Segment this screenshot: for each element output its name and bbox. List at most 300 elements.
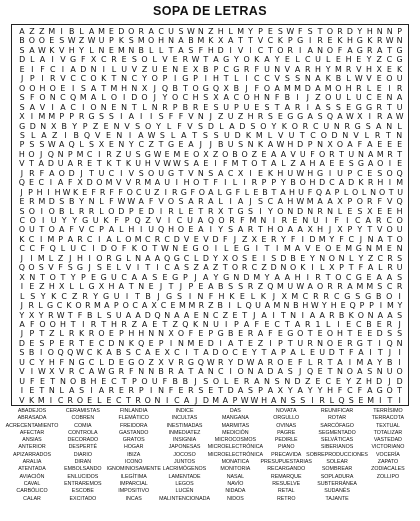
word-item: VOCERÍA [375, 451, 400, 458]
word-item: TEXTUAL [375, 422, 400, 429]
grid-row [17, 178, 405, 187]
grid-letter: R [243, 64, 250, 74]
grid-letter: T [116, 159, 122, 169]
grid-letter: R [367, 45, 373, 55]
grid-letter: D [309, 234, 316, 244]
grid-letter: I [20, 282, 24, 292]
grid-letter: E [198, 338, 204, 348]
grid-letter: T [121, 376, 127, 386]
grid-letter: U [243, 102, 250, 112]
word-item: LAMENTADE [168, 473, 201, 480]
grid-letter: M [76, 149, 84, 159]
grid-row [17, 244, 405, 253]
grid-letter: R [29, 197, 35, 207]
grid-letter: F [235, 187, 241, 197]
grid-letter: C [223, 64, 229, 74]
grid-letter: A [178, 45, 184, 55]
grid-letter: U [396, 102, 403, 112]
grid-letter: S [184, 263, 190, 273]
grid-letter: P [19, 140, 25, 150]
grid-letter: A [106, 348, 112, 358]
grid-row [17, 367, 405, 376]
grid-letter: D [86, 178, 93, 188]
grid-letter: A [148, 27, 154, 36]
grid-letter: D [18, 338, 25, 348]
grid-letter: E [238, 329, 244, 339]
grid-letter: B [158, 367, 164, 377]
grid-letter: B [366, 319, 372, 329]
grid-letter: O [346, 367, 354, 377]
grid-letter: R [88, 329, 95, 339]
grid-letter: O [326, 27, 334, 36]
grid-letter: I [47, 187, 50, 197]
word-item: IMPARCIAL [119, 480, 148, 487]
grid-letter: V [95, 130, 101, 140]
grid-letter: O [320, 130, 327, 140]
grid-letter: E [347, 206, 353, 216]
grid-letter: A [274, 83, 280, 93]
word-item: ZAPATO [377, 459, 399, 466]
grid-letter: A [367, 386, 373, 396]
grid-letter: D [376, 329, 383, 339]
grid-letter: J [69, 253, 72, 263]
grid-letter: J [199, 140, 202, 150]
grid-letter: Z [208, 27, 214, 36]
grid-letter: A [138, 197, 144, 207]
grid-letter: S [357, 206, 363, 216]
grid-letter: V [78, 225, 85, 235]
grid-letter: I [42, 216, 45, 225]
grid-letter: I [49, 178, 53, 188]
grid-letter: O [90, 74, 97, 84]
grid-letter: B [284, 93, 291, 103]
grid-letter: J [388, 348, 392, 358]
grid-letter: D [212, 348, 219, 358]
grid-letter: E [356, 55, 362, 65]
grid-letter: B [145, 291, 151, 301]
grid-letter: G [396, 55, 403, 65]
grid-letter: T [387, 234, 393, 244]
grid-letter: U [70, 244, 76, 254]
grid-letter: P [124, 216, 130, 225]
grid-letter: S [135, 121, 141, 131]
grid-letter: A [376, 272, 382, 282]
grid-letter: C [232, 348, 238, 358]
grid-letter: O [126, 187, 133, 197]
grid-letter: O [96, 178, 103, 188]
grid-letter: Y [251, 348, 257, 358]
grid-letter: Z [290, 159, 296, 169]
grid-letter: I [165, 395, 169, 405]
grid-letter: F [162, 376, 168, 386]
word-item: SOPLADURA [320, 473, 354, 480]
grid-letter: F [337, 45, 343, 55]
grid-letter: Y [213, 272, 219, 282]
grid-letter: A [325, 187, 331, 197]
grid-letter: A [267, 140, 274, 150]
grid-letter: N [304, 74, 311, 84]
grid-letter: A [57, 178, 64, 188]
word-item: TAJANTE [325, 495, 349, 502]
grid-letter: P [59, 112, 65, 122]
grid-letter: A [271, 159, 277, 169]
grid-letter: I [51, 55, 54, 65]
grid-letter: S [228, 225, 234, 235]
grid-letter: I [379, 301, 383, 311]
grid-letter: R [315, 272, 321, 282]
grid-letter: V [125, 263, 132, 273]
grid-letter: A [222, 395, 228, 405]
grid-letter: Q [134, 216, 141, 225]
grid-letter: G [88, 282, 95, 292]
grid-letter: B [28, 348, 35, 358]
grid-letter: E [264, 319, 270, 329]
grid-letter: Q [57, 348, 64, 358]
grid-letter: G [376, 386, 383, 396]
grid-letter: I [311, 263, 314, 273]
grid-letter: O [141, 93, 148, 103]
grid-letter: C [70, 74, 76, 84]
grid-letter: A [315, 83, 321, 93]
grid-letter: C [138, 140, 144, 150]
grid-letter: F [109, 197, 114, 207]
grid-letter: K [348, 310, 354, 320]
grid-letter: E [178, 140, 184, 150]
grid-letter: Z [154, 187, 160, 197]
grid-letter: P [58, 234, 63, 244]
grid-letter: T [287, 338, 293, 348]
grid-letter: O [193, 149, 200, 159]
grid-letter: G [78, 357, 85, 367]
grid-letter: Z [237, 112, 244, 122]
word-item: MICROCOSMOS [214, 437, 256, 444]
grid-letter: G [128, 357, 135, 367]
grid-letter: I [308, 36, 312, 46]
grid-letter: W [76, 348, 84, 358]
grid-letter: E [387, 140, 393, 150]
grid-letter: A [367, 263, 374, 273]
grid-letter: A [347, 45, 353, 55]
grid-letter: C [100, 55, 107, 65]
grid-letter: B [73, 130, 79, 140]
word-item: JOCOSO [173, 451, 196, 458]
grid-letter: E [208, 386, 214, 396]
grid-letter: N [113, 121, 120, 131]
grid-letter: F [334, 216, 340, 225]
grid-letter: X [77, 178, 83, 188]
grid-letter: H [36, 187, 43, 197]
grid-letter: A [125, 310, 132, 320]
word-item: ZOLLIPO [376, 473, 400, 480]
grid-letter: F [357, 386, 363, 396]
word-item: DESPERTÉ [68, 444, 98, 451]
grid-letter: Z [241, 234, 248, 244]
grid-letter: E [257, 168, 263, 178]
grid-letter: O [277, 225, 284, 235]
grid-letter: C [212, 310, 219, 320]
word-item: VASTEDAD [373, 437, 402, 444]
grid-letter: R [135, 395, 141, 405]
grid-letter: N [138, 367, 145, 377]
grid-letter: F [254, 319, 260, 329]
grid-letter: X [376, 64, 382, 74]
grid-letter: T [131, 102, 137, 112]
grid-letter: L [244, 187, 250, 197]
grid-letter: X [218, 36, 224, 46]
grid-letter: C [49, 64, 56, 74]
grid-letter: O [396, 367, 403, 377]
grid-letter: T [218, 386, 224, 396]
grid-letter: O [243, 93, 250, 103]
grid-letter: I [272, 216, 276, 225]
grid-letter: H [345, 83, 352, 93]
grid-letter: I [61, 64, 65, 74]
grid-letter: Q [207, 216, 215, 225]
grid-letter: C [305, 55, 311, 65]
grid-letter: I [149, 112, 153, 122]
grid-letter: F [240, 216, 245, 225]
grid-letter: H [158, 36, 165, 46]
grid-letter: I [259, 206, 262, 216]
grid-letter: O [386, 74, 393, 84]
grid-letter: O [76, 395, 84, 405]
grid-letter: M [334, 64, 342, 74]
grid-letter: O [260, 121, 267, 131]
grid-letter: E [284, 55, 290, 65]
grid-letter: Y [38, 310, 44, 320]
grid-row [17, 112, 405, 121]
grid-letter: F [274, 93, 280, 103]
grid-letter: F [129, 367, 134, 377]
grid-letter: R [367, 178, 374, 188]
grid-letter: U [396, 74, 403, 84]
grid-letter: T [182, 83, 188, 93]
grid-letter: X [59, 282, 65, 292]
grid-letter: M [37, 253, 45, 263]
grid-letter: X [19, 112, 25, 122]
grid-letter: H [287, 140, 294, 150]
grid-letter: C [356, 319, 362, 329]
grid-letter: M [291, 291, 299, 301]
grid-letter: R [128, 386, 135, 396]
grid-letter: P [158, 338, 164, 348]
grid-letter: S [248, 386, 254, 396]
grid-letter: S [387, 329, 393, 339]
grid-letter: W [191, 55, 200, 65]
grid-letter: I [249, 45, 252, 55]
grid-letter: H [261, 395, 267, 405]
grid-letter: I [49, 395, 53, 405]
grid-letter: A [367, 149, 374, 159]
grid-letter: O [90, 102, 97, 112]
grid-letter: C [264, 74, 270, 84]
grid-letter: S [307, 27, 313, 36]
grid-letter: T [188, 367, 194, 377]
grid-letter: W [385, 36, 394, 46]
grid-letter: C [108, 168, 115, 178]
grid-letter: E [239, 291, 245, 301]
grid-letter: C [160, 301, 167, 311]
grid-letter: V [39, 102, 46, 112]
grid-letter: Z [92, 121, 99, 131]
grid-letter: G [172, 272, 179, 282]
grid-letter: R [327, 282, 333, 292]
grid-letter: L [69, 282, 74, 292]
grid-letter: L [366, 83, 372, 93]
grid-letter: R [247, 329, 254, 339]
grid-letter: H [345, 55, 352, 65]
grid-letter: Q [212, 83, 220, 93]
grid-letter: G [356, 338, 363, 348]
grid-letter: S [397, 253, 403, 263]
grid-letter: T [258, 225, 263, 235]
grid-letter: K [66, 301, 72, 311]
grid-row [17, 207, 405, 216]
word-item: ENLUCIDOS [67, 473, 99, 480]
grid-letter: D [376, 376, 383, 386]
grid-letter: I [98, 149, 101, 159]
grid-letter: V [131, 64, 138, 74]
grid-letter: E [49, 36, 55, 46]
grid-letter: V [60, 74, 66, 84]
grid-letter: N [284, 376, 291, 386]
grid-letter: N [280, 263, 287, 273]
grid-letter: V [48, 263, 54, 273]
grid-letter: A [198, 367, 204, 377]
grid-letter: S [213, 130, 219, 140]
grid-letter: O [326, 45, 334, 55]
grid-letter: M [117, 45, 125, 55]
grid-letter: V [356, 64, 362, 74]
grid-letter: P [287, 36, 293, 46]
grid-letter: B [172, 376, 178, 386]
grid-letter: S [106, 310, 112, 320]
word-item: TOTALIZAR [373, 429, 403, 436]
grid-letter: T [168, 282, 174, 292]
word-item: CERAMISTAS [65, 408, 100, 414]
grid-letter: O [386, 225, 393, 235]
grid-letter: G [180, 187, 187, 197]
grid-letter: Z [148, 140, 154, 150]
grid-letter: N [342, 130, 349, 140]
grid-letter: E [242, 348, 248, 358]
grid-letter: Q [49, 244, 56, 254]
grid-letter: S [277, 27, 283, 36]
grid-letter: W [296, 282, 305, 292]
grid-letter: Q [18, 263, 25, 273]
grid-letter: C [345, 272, 352, 282]
grid-letter: N [247, 367, 254, 377]
grid-letter: T [168, 45, 174, 55]
grid-letter: L [236, 301, 242, 311]
grid-letter: P [347, 197, 353, 207]
grid-row [17, 396, 405, 405]
grid-letter: P [213, 64, 219, 74]
grid-letter: E [376, 74, 382, 84]
grid-row [17, 311, 405, 320]
grid-letter: E [335, 55, 341, 65]
grid-letter: O [177, 225, 185, 235]
grid-letter: N [319, 253, 326, 263]
grid-letter: X [98, 282, 105, 292]
grid-letter: L [126, 253, 131, 263]
grid-letter: K [103, 216, 109, 225]
word-item: GASTANDO [119, 429, 149, 436]
grid-letter: E [335, 244, 341, 254]
grid-letter: Q [157, 225, 165, 235]
grid-letter: K [358, 178, 364, 188]
grid-letter: B [335, 74, 342, 84]
grid-letter: A [70, 64, 76, 74]
grid-letter: S [19, 93, 25, 103]
grid-letter: Y [357, 27, 363, 36]
grid-letter: E [29, 338, 35, 348]
grid-letter: S [38, 263, 44, 273]
grid-row [17, 339, 405, 348]
grid-letter: P [99, 225, 104, 235]
grid-letter: F [348, 348, 354, 358]
grid-letter: L [267, 130, 273, 140]
grid-letter: N [280, 395, 287, 405]
grid-letter: I [229, 45, 232, 55]
grid-letter: L [349, 253, 354, 263]
grid-letter: D [202, 253, 209, 263]
grid-letter: X [164, 348, 170, 358]
word-item: REMARQUE [270, 473, 302, 480]
grid-letter: S [39, 338, 45, 348]
grid-letter: H [366, 376, 372, 386]
grid-letter: A [264, 55, 270, 65]
grid-letter: T [158, 140, 164, 150]
grid-letter: E [346, 319, 352, 329]
grid-letter: A [386, 272, 393, 282]
grid-letter: O [277, 206, 284, 216]
grid-letter: T [178, 168, 184, 178]
grid-letter: Y [366, 55, 372, 65]
grid-letter: A [319, 310, 325, 320]
grid-letter: K [300, 263, 306, 273]
grid-letter: A [104, 301, 110, 311]
grid-letter: O [241, 149, 248, 159]
grid-letter: Q [349, 301, 356, 311]
grid-letter: N [207, 367, 214, 377]
grid-letter: G [108, 367, 115, 377]
grid-letter: P [128, 206, 134, 216]
grid-letter: K [267, 168, 273, 178]
grid-letter: C [310, 130, 316, 140]
grid-letter: T [60, 272, 66, 282]
grid-letter: S [138, 168, 144, 178]
grid-letter: F [118, 187, 123, 197]
grid-letter: T [397, 149, 403, 159]
grid-letter: E [367, 329, 373, 339]
word-item: INMEDIATEZ [168, 429, 201, 436]
grid-letter: O [319, 149, 326, 159]
grid-letter: Z [315, 93, 321, 103]
grid-letter: I [30, 112, 34, 122]
word-item: ROTAR [327, 415, 347, 422]
grid-letter: M [324, 83, 332, 93]
grid-letter: B [290, 253, 296, 263]
grid-letter: R [337, 282, 343, 292]
grid-letter: T [367, 225, 373, 235]
grid-letter: I [346, 216, 349, 225]
grid-letter: G [202, 83, 209, 93]
grid-letter: L [329, 395, 335, 405]
grid-letter: I [149, 386, 153, 396]
grid-letter: A [237, 386, 244, 396]
word-item: ANSIAS [22, 437, 42, 444]
